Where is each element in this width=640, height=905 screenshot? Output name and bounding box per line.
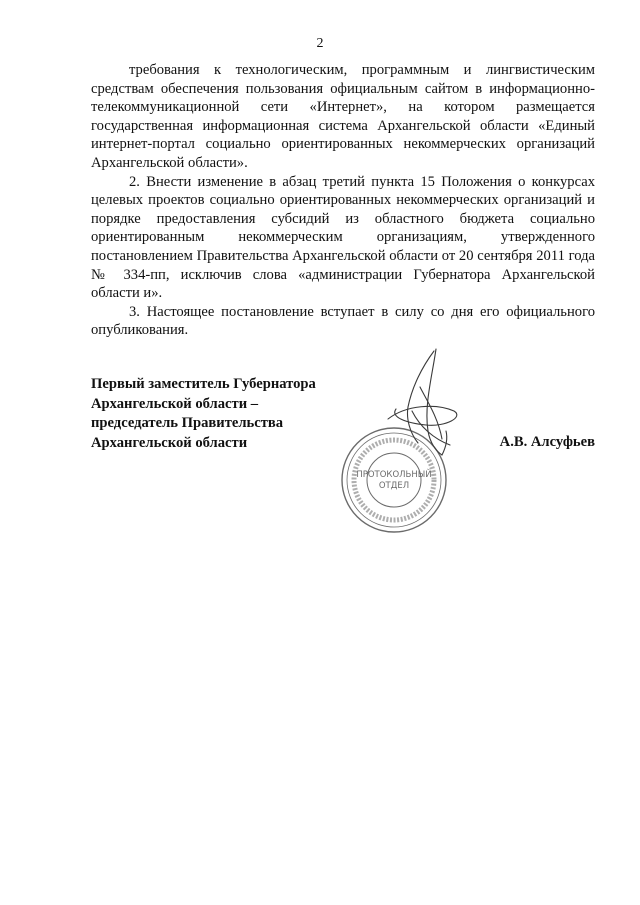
- signer-position-line: председатель Правительства: [91, 415, 284, 431]
- signer-position-line: Первый заместитель Губернатора: [91, 376, 316, 392]
- signer-position-line: Архангельской области: [91, 434, 248, 451]
- signature-block: [91, 375, 595, 555]
- paragraph-item-3: 3. Настоящее постановление вступает в силу со дня его официального опубликования.: [91, 303, 595, 339]
- handwritten-signature-icon: [376, 347, 466, 467]
- paragraph-item-2: 2. Внести изменение в абзац третий пункта 15 Положения о конкурсах целевых проектов социально ориентированных некоммерческих организаций и порядке предоставления субсидий из областного бюджета социально ориентированным некоммерческим организациям, утвержденного постановлением Правительства Архангельской области от 20 сентября 2011 года № 334-пп, исключив слова «администрации Губернатора Архангельской области и».: [91, 173, 595, 302]
- signer-position: [91, 375, 316, 453]
- seal-text-line2: ОТДЕЛ: [378, 481, 410, 491]
- paragraph-continuation: требования к технологическим, программным и лингвистическим средствам обеспечения пользования официальным сайтом в информационно-телекоммуникационной сети «Интернет», на котором размещается государственная информационная система Архангельской области «Единый интернет-портал социально ориентированных некоммерческих организаций Архангельской области».: [91, 62, 595, 171]
- page-number: 2: [316, 36, 324, 51]
- signer-name: А.В. Алсуфьев: [499, 434, 595, 450]
- document-body: [91, 61, 595, 340]
- seal-text-line1: ПРОТОКОЛЬНЫЙ: [356, 470, 432, 480]
- signer-position-line: Архангельской области –: [91, 395, 259, 412]
